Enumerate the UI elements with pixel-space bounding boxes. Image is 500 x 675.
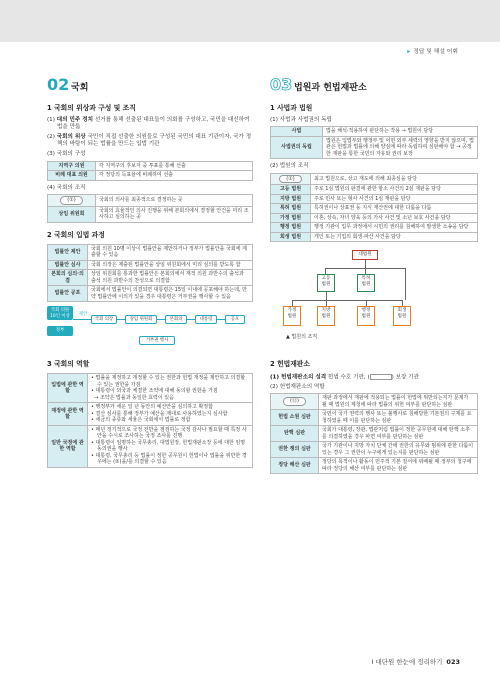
table-row: 정당 해산 심판 정당의 목적이나 활동이 민주적 기본 질서에 위배될 때 정부의 청구에 따라 정당의 해산 여부를 판단하는 심판: [271, 458, 478, 474]
table-row: (①) 최고 법원으로, 상고 재도에 의해 최종심을 담당: [271, 173, 478, 185]
breadcrumb: [407, 48, 458, 57]
legislation-flow-diagram: [47, 306, 253, 354]
list-item: (1) 대의 민주 정치 선거를 통해 선출된 대표들이 의회를 구성하고, 국민을 대신하여 법을 만듦: [47, 116, 250, 131]
diagram-box: 행정 법원: [357, 306, 375, 326]
bullet-text: • 결산 심사를 통해 정부가 예산을 제대로 사용하였는지 심사함: [91, 410, 228, 417]
flow-box: 정부: [47, 326, 73, 336]
table-row: 고등 법원 주로 1심 법원의 판결에 관한 항소 사건의 2심 재판을 담당: [271, 185, 478, 195]
flow-box: 본회의: [165, 315, 187, 324]
flow-box: 대통령: [195, 315, 217, 324]
subsection-title: 2 헌법재판소: [270, 360, 310, 369]
table-row: (⑫) 재판 과정에서 재판에 적용되는 법률이 헌법에 위반되는지가 문제가 될 때 법원의 제청에 따라 법률의 위헌 여부를 판단하는 심판: [271, 394, 478, 410]
item-body: 선거를 통해 선출된 대표들이 의회를 구성하고, 국민을 대신하여 법을 만듦: [57, 116, 250, 131]
table-row: 회생 법원 개인 또는 기업의 회생·파산 사건을 담당: [271, 232, 478, 242]
diagram-box: 지방 법원: [317, 306, 335, 326]
table-row: 법률안 제안 국회 의원 10명 이상이 법률안을 제안하거나 정부가 법률안을 국회에 제출할 수 있음: [48, 244, 253, 260]
table-row: 재정에 관한 역할 • 행정부가 세운 일 년 동안의 예산안을 심의하고 확정함 • 결산 심사를 통해 정부가 예산을 제대로 사용하였는지 심사함 • 세금의 종류와 세율은 국회에서 법률로 정함: [48, 403, 253, 426]
list-item: (2) 헌법재판소의 역할: [270, 383, 325, 390]
subsection-title: 1 사법과 법원: [270, 103, 313, 112]
table-row: 일반 국정에 관한 역할 • 매년 정기적으로 국정 전반을 점검하는 국정 감사나 필요할 때 특정 사안을 수시로 조사하는 국정 조사를 진행 • 대통령이 임명하는 국무총리, 대법원장, 헌법재판소장 등에 대한 임명 동의권을 행사 • 대통령, 국무총리 등 법률이 정한 공무원이 헌법이나 법률을 위반한 경우에는 (②)을/를 의결할 수 있음: [48, 425, 253, 467]
flow-arrow: [73, 319, 91, 320]
table-row: 입법에 관한 역할 • 법률을 제정하고 개정할 수 있는 권한과 헌법 개정을 제안하고 의결할 수 있는 권한을 가짐 • 대통령이 외국과 체결한 조약에 대해 동의할 권한을 가짐 → 조약은 법률과 동일한 효력이 있음: [48, 374, 253, 403]
bullet-text: • 행정부가 세운 일 년 동안의 예산안을 심의하고 확정함: [91, 404, 213, 411]
constitutional-court-table: [270, 393, 478, 474]
list-item: (2) 법원의 조직: [270, 163, 309, 170]
court-organization-diagram: [270, 246, 478, 354]
organization-table: [47, 194, 253, 223]
subsection-title: 1 국회의 위상과 구성 및 조직: [47, 103, 136, 112]
flow-box: 거부권 행사: [139, 336, 175, 345]
table-row: (①) 국회의 의사를 최종적으로 결정하는 곳: [48, 195, 253, 207]
flow-arrow: [187, 319, 195, 320]
item-body: 국민이 직접 선출한 의원들로 구성된 국민의 대표 기관이자, 국가 정책의 바탕이 되는 법률을 만드는 입법 기관: [57, 133, 252, 148]
section-title: 국회: [71, 83, 89, 93]
flow-box: 국회 의원 10인 이상: [47, 306, 73, 320]
table-row: 법률안 공포 국회에서 법률안이 의결되면 대통령은 15일 이내에 공포해야 하는데, 만약 법률안에 이의가 있을 경우 대통령은 거부권을 행사할 수 있음: [48, 286, 253, 302]
diagram-box: 고등 법원: [317, 274, 335, 292]
bullet-text: • 대통령이 임명하는 국무총리, 대법원장, 헌법재판소장 등에 대한 임명 동의권을 행사: [91, 439, 246, 453]
bullet-text: • 대통령, 국무총리 등 법률이 정한 공무원이 헌법이나 법률을 위반한 경우에는 (②)을/를 의결할 수 있음: [91, 452, 247, 466]
bullet-text: • 매년 정기적으로 국정 전반을 점검하는 국정 감사나 필요할 때 특정 사안을 수시로 조사하는 국정 조사를 진행: [91, 426, 247, 440]
table-row: 헌법 소원 심판 국민이 국가 권력의 행사 또는 불행사로 침해당한 기본권의 구제를 요청하였을 때 이를 판단하는 심판: [271, 410, 478, 426]
diagram-box: 특허 법원: [357, 274, 375, 292]
table-row: 법률안 심사 국회 의장은 제출된 법률안을 상임 위원회에서 미리 심의를 받도록 함: [48, 260, 253, 270]
bullet-text: • 대통령이 외국과 체결한 조약에 대해 동의할 권한을 가짐: [91, 388, 218, 395]
composition-table: [47, 161, 253, 181]
table-row: 지역구 의원 각 지역구의 후보자 중 투표를 통해 선출: [48, 161, 253, 171]
blank-box: (①): [279, 175, 301, 184]
section-header: [47, 74, 253, 96]
blank-box: (①): [60, 196, 82, 205]
bullet-text: → 조약은 법률과 동일한 효력이 있음: [94, 394, 174, 401]
section-title: 법원과 헌법재판소: [294, 83, 367, 93]
blank-box: [370, 374, 392, 380]
top-band: [0, 0, 500, 42]
bullet-text: • 법률을 제정하고 개정할 수 있는 권한과 헌법 개정을 제안하고 의결할 수 있는 권한을 가짐: [91, 375, 246, 388]
section-number: 02: [47, 75, 70, 94]
table-row: 가정 법원 이혼, 상속, 자녀 양육 등의 가사 사건 및 소년 보호 사건을 담당: [271, 213, 478, 223]
page-footer: [372, 658, 460, 667]
table-row: 상임 위원회 국회의 효율적인 의사 진행을 위해 본회의에서 결정할 안건을 미리 조사하고 심의하는 곳: [48, 206, 253, 222]
left-column: [47, 74, 253, 472]
table-row: 사법권의 독립 법원은 입법부와 행정부 및 어떤 외부 세력의 영향을 받지 않으며, 법관은 헌법과 법률에 의해 양심에 따라 독립하여 심판해야 함 → 공정한 재판을 통한 국민의 자유와 권리 보장: [271, 136, 478, 159]
table-row: 탄핵 심판 국회가 대통령, 장관, 법관처럼 법률이 정한 공무원에 대해 탄핵 소추를 의결하였을 경우 파면 여부를 판단하는 심판: [271, 426, 478, 442]
table-row: 특허 법원 특허권이나 상표권 등 지식 재산권에 대한 다툼을 다룸: [271, 204, 478, 214]
footer-label: I 대단원 한눈에 정리하기: [371, 658, 443, 667]
subsection-title: 3 국회의 역할: [47, 360, 90, 369]
page-number: 023: [446, 658, 460, 667]
flow-label: 제안: [76, 311, 90, 319]
judiciary-table: [270, 126, 478, 159]
role-table: [47, 373, 253, 468]
table-row: 지방 법원 주로 민사 또는 형사 사건의 1심 재판을 담당: [271, 194, 478, 204]
list-item: (4) 국회의 조직: [47, 184, 86, 191]
diagram-caption: ▲ 법원의 조직: [286, 334, 318, 341]
table-row: 행정 법원 행정 기관이 업무 과정에서 시민의 권리를 침해하여 발생한 소송을 담당: [271, 223, 478, 233]
table-row: 사법 법을 해석·적용하여 판단하는 작용 → 법원이 담당: [271, 127, 478, 137]
list-item: (1) 사법과 사법권의 독립: [270, 116, 332, 123]
bullet-text: • 세금의 종류와 세율은 국회에서 법률로 정함: [91, 417, 191, 424]
section-number: 03: [270, 75, 293, 94]
arrow-icon: ▸: [407, 48, 411, 55]
flow-box: 상임 위원회: [125, 315, 157, 324]
breadcrumb-text: 정답 및 해설 어휘: [413, 49, 458, 55]
subsection-title: 2 국회의 입법 과정: [47, 230, 105, 239]
diagram-box: 대법원: [352, 250, 378, 260]
flow-arrow: [117, 319, 125, 320]
flow-arrow: [157, 319, 165, 320]
item-head: 국회의 위상: [56, 133, 86, 140]
list-item: (3) 국회의 구성: [47, 150, 86, 157]
table-row: 권한 쟁의 심판 국가 기관이나 지방 자치 단체 간에 권한의 유무와 범위에 관한 다툼이 있는 경우 그 권한이 누구에게 있는지를 판단하는 심판: [271, 442, 478, 458]
flow-arrow: [217, 319, 225, 320]
section-header: [270, 74, 478, 96]
right-column: [270, 74, 478, 478]
diagram-box: 가정 법원: [283, 306, 301, 326]
flow-box: 국회 의장: [91, 315, 117, 324]
list-item: (2) 국회의 위상 국민이 직접 선출한 의원들로 구성된 국민의 대표 기관이자, 국가 정책의 바탕이 되는 법률을 만드는 입법 기관: [47, 133, 252, 148]
legislation-table: [47, 244, 253, 303]
court-table: [270, 173, 478, 243]
flow-box: 공포: [225, 315, 245, 324]
table-row: 본회의 심의·의결 상임 위원회를 통과한 법률안은 본회의에서 재적 의원 과반수의 출석과 출석 의원 과반수의 찬성으로 의결함: [48, 270, 253, 286]
diagram-box: 회생 법원: [393, 306, 411, 326]
table-row: 비례 대표 의원 각 정당의 득표율에 비례하여 선출: [48, 171, 253, 181]
blank-box: (⑫): [283, 397, 306, 406]
item-head: 대의 민주 정치: [56, 116, 94, 123]
list-item: (1) 헌법재판소의 성격 헌법 수호 기관, ( ) 보장 기관: [270, 374, 419, 381]
